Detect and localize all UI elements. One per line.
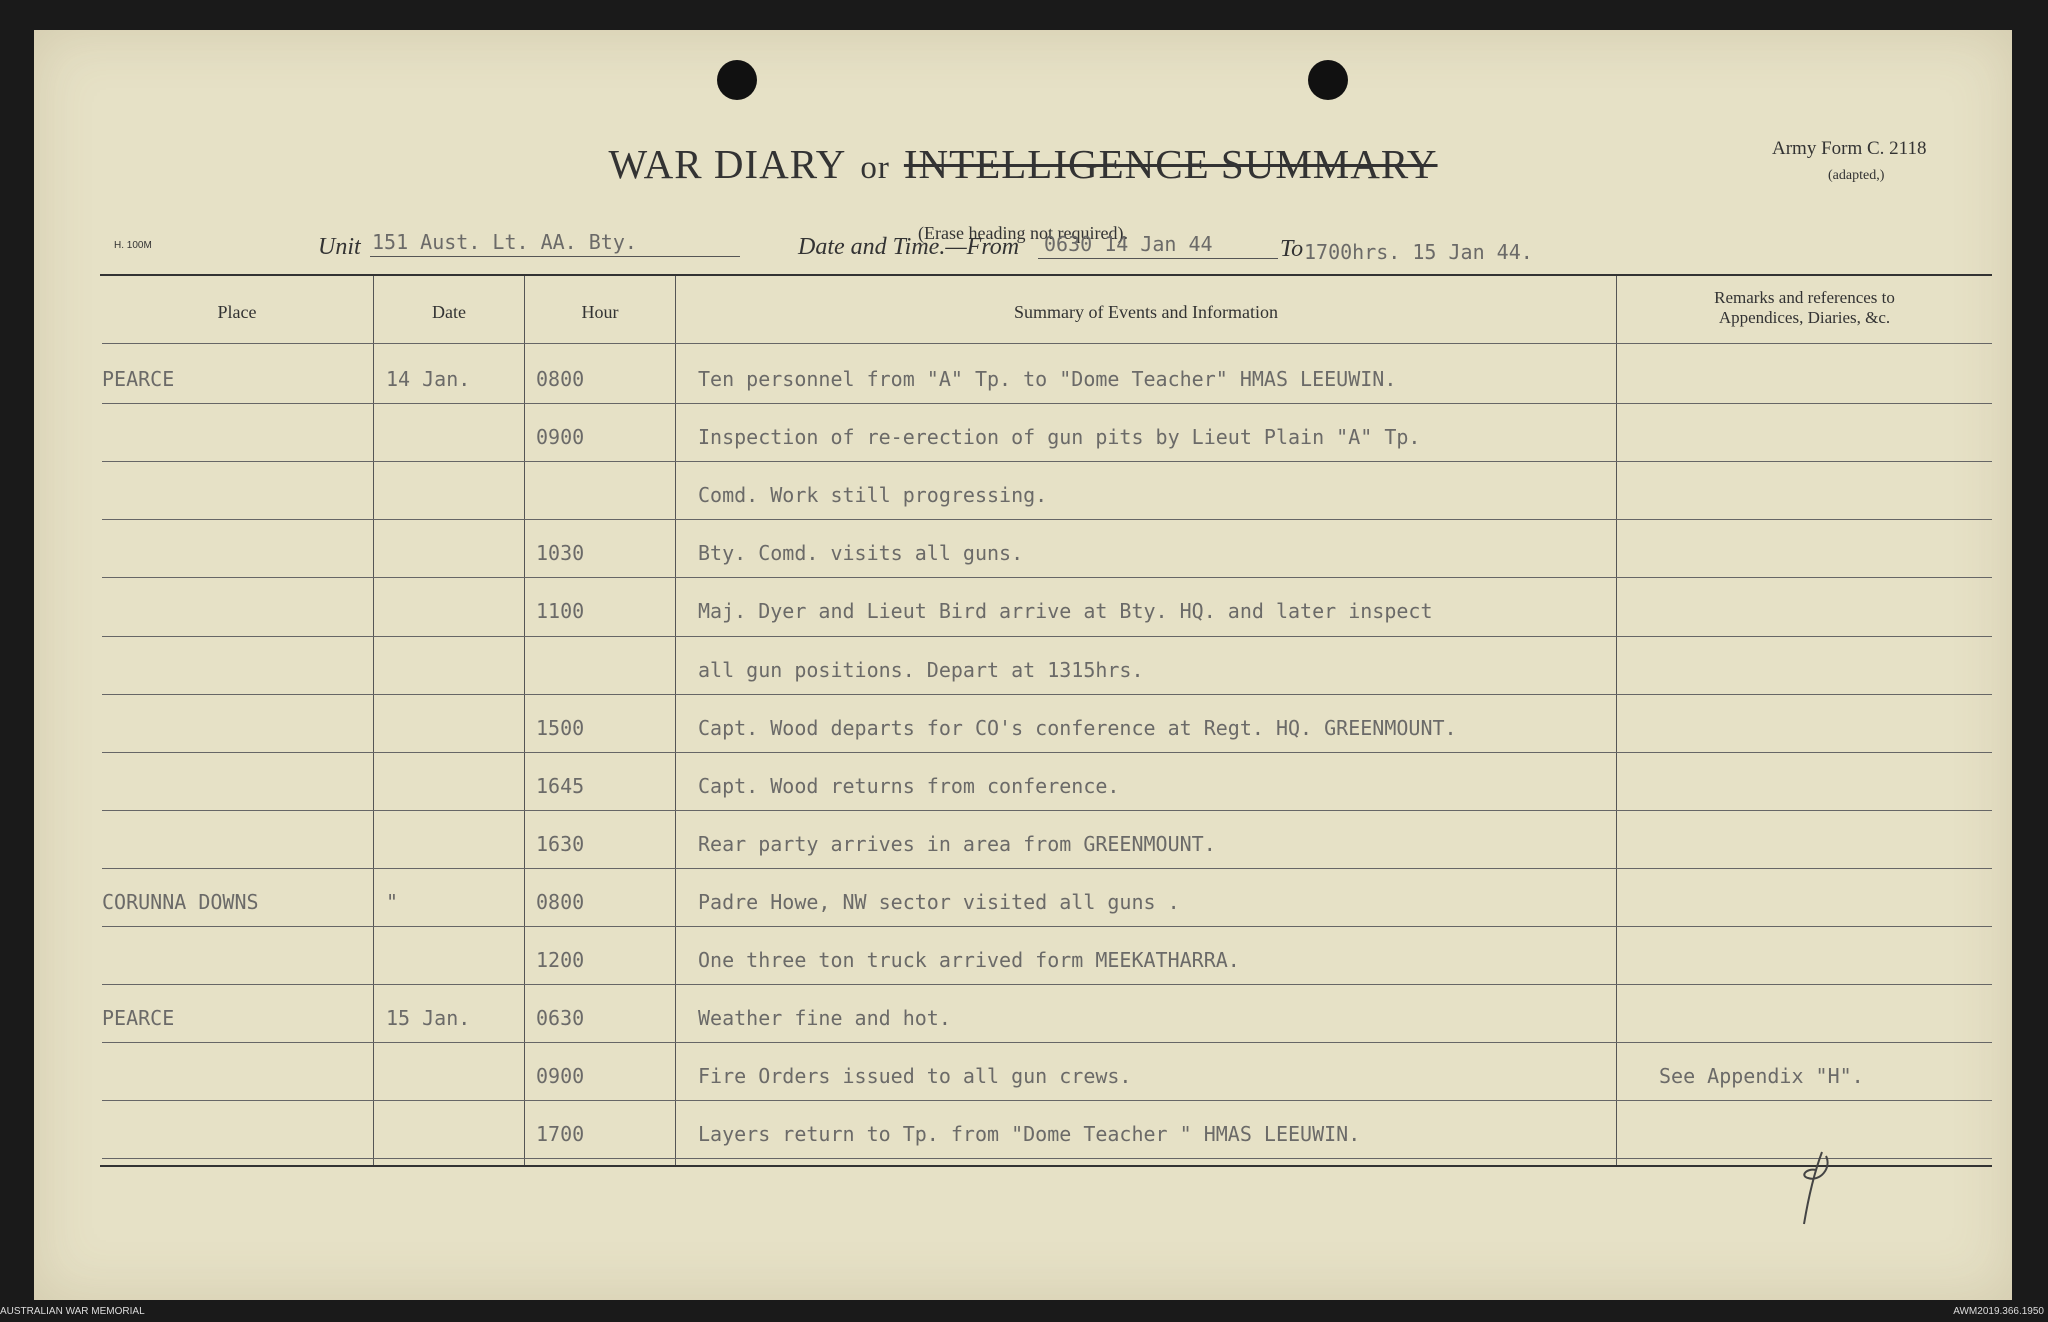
row-hour: 1200 — [536, 948, 585, 972]
row-rule — [102, 926, 1992, 927]
title-struck: INTELLIGENCE SUMMARY — [903, 141, 1438, 187]
row-hour: 1100 — [536, 599, 585, 624]
col-header-remarks — [1617, 288, 1992, 328]
col-header-place: Place — [217, 302, 257, 322]
title-main: WAR DIARY — [608, 141, 847, 187]
punch-hole-left — [717, 60, 757, 100]
row-rule — [102, 984, 1992, 985]
remarks-header-line-2: Appendices, Diaries, &c. — [1718, 308, 1891, 327]
footer-reference: AWM2019.366.1950 — [1953, 1306, 2044, 1317]
row-summary: One three ton truck arrived form MEEKATHARRA. — [698, 948, 1240, 972]
signature-mark — [1796, 1148, 1836, 1228]
row-summary: Layers return to Tp. from "Dome Teacher " HMAS LEEUWIN. — [698, 1122, 1361, 1147]
row-hour: 1030 — [536, 541, 585, 566]
row-rule — [102, 868, 1992, 869]
to-label: To — [1280, 236, 1304, 262]
row-rule — [102, 694, 1992, 695]
row-rule — [102, 1042, 1992, 1043]
row-summary: Bty. Comd. visits all guns. — [698, 541, 1024, 566]
row-hour: 0900 — [536, 1064, 585, 1089]
remarks-header-line-1: Remarks and references to — [1714, 288, 1895, 307]
row-place: CORUNNA DOWNS — [102, 889, 259, 914]
row-rule — [102, 636, 1992, 637]
col-divider-place — [373, 276, 374, 1165]
row-summary: Maj. Dyer and Lieut Bird arrive at Bty. HQ. and later inspect — [698, 599, 1433, 624]
row-rule — [102, 403, 1992, 404]
row-date: " — [386, 889, 399, 914]
row-summary: Weather fine and hot. — [698, 1006, 951, 1031]
col-header-date: Date — [432, 302, 466, 322]
punch-hole-right — [1308, 60, 1348, 100]
row-rule — [102, 752, 1992, 753]
from-underline — [1038, 258, 1278, 259]
title-or: or — [860, 150, 890, 186]
header-rule — [102, 343, 1992, 344]
row-place: PEARCE — [102, 1006, 175, 1031]
form-sub-label: (adapted,) — [1828, 168, 1885, 183]
print-code: H. 100M — [114, 240, 152, 251]
unit-value: 151 Aust. Lt. AA. Bty. — [372, 230, 637, 254]
row-hour: 1645 — [536, 773, 585, 798]
row-summary: Fire Orders issued to all gun crews. — [698, 1064, 1132, 1089]
row-summary: Capt. Wood returns from conference. — [698, 773, 1120, 798]
form-label: Army Form C. 2118 — [1772, 138, 1927, 159]
footer-source: AUSTRALIAN WAR MEMORIAL — [0, 1306, 145, 1317]
page-title — [34, 140, 2012, 188]
row-hour: 0900 — [536, 425, 585, 450]
row-hour: 1500 — [536, 715, 585, 740]
row-rule — [102, 577, 1992, 578]
row-summary: Comd. Work still progressing. — [698, 483, 1048, 508]
subtitle: (Erase heading not required). — [918, 223, 1128, 243]
to-value: 1700hrs. 15 Jan 44. — [1304, 240, 1533, 264]
row-hour: 0630 — [536, 1006, 585, 1031]
row-summary: Rear party arrives in area from GREENMOUNT. — [698, 831, 1216, 856]
col-header-summary: Summary of Events and Information — [1014, 302, 1278, 322]
table-bottom-rule — [100, 1165, 1992, 1167]
col-header-hour: Hour — [581, 302, 619, 322]
date-time-label: Date and Time.—From — [798, 234, 1020, 260]
row-summary: Ten personnel from "A" Tp. to "Dome Teacher" HMAS LEEUWIN. — [698, 367, 1397, 391]
col-divider-date — [524, 276, 525, 1165]
row-date: 14 Jan. — [386, 367, 471, 391]
row-date: 15 Jan. — [386, 1006, 471, 1031]
row-hour: 1630 — [536, 831, 585, 856]
row-summary: Capt. Wood departs for CO's conference at Regt. HQ. GREENMOUNT. — [698, 715, 1457, 740]
row-rule — [102, 810, 1992, 811]
col-divider-hour — [675, 276, 676, 1165]
row-rule — [102, 1100, 1992, 1101]
row-summary: Inspection of re-erection of gun pits by Lieut Plain "A" Tp. — [698, 425, 1421, 450]
table-top-rule — [100, 274, 1992, 276]
unit-label: Unit — [318, 234, 361, 260]
row-rule — [102, 519, 1992, 520]
row-summary: all gun positions. Depart at 1315hrs. — [698, 657, 1144, 682]
row-hour: 0800 — [536, 889, 585, 914]
row-hour: 0800 — [536, 367, 585, 391]
from-value: 0630 14 Jan 44 — [1044, 232, 1213, 256]
diary-sheet — [34, 30, 2012, 1300]
col-divider-summary — [1616, 276, 1617, 1165]
row-summary: Padre Howe, NW sector visited all guns . — [698, 889, 1180, 914]
row-remarks: See Appendix "H". — [1659, 1064, 1864, 1089]
row-rule — [102, 1158, 1992, 1159]
row-place: PEARCE — [102, 367, 175, 391]
unit-underline — [370, 256, 740, 257]
row-hour: 1700 — [536, 1122, 585, 1147]
row-rule — [102, 461, 1992, 462]
